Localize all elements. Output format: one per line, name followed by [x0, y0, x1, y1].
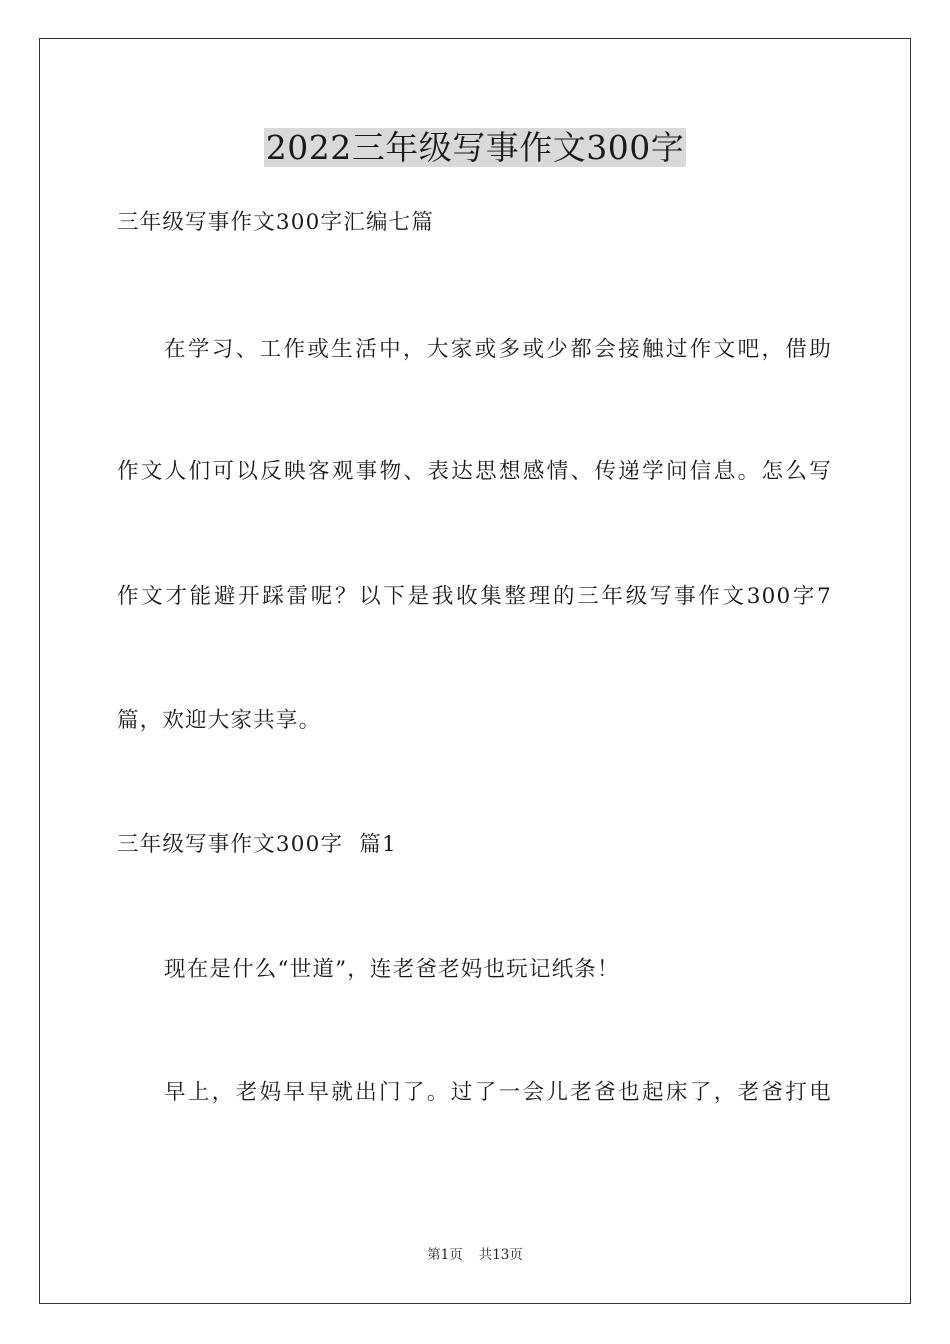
section-heading: 三年级写事作文300字 篇1 [117, 832, 397, 857]
body-line-2: 早上，老妈早早就出门了。过了一会儿老爸也起床了，老爸打电 [164, 1080, 832, 1105]
document-title [0, 126, 950, 170]
intro-line-2: 作文人们可以反映客观事物、表达思想感情、传递学问信息。怎么写 [117, 459, 832, 484]
intro-line-4: 篇，欢迎大家共享。 [117, 708, 322, 733]
page-footer [0, 1246, 950, 1264]
document-subtitle: 三年级写事作文300字汇编七篇 [117, 210, 435, 235]
intro-line-3: 作文才能避开踩雷呢？以下是我收集整理的三年级写事作文300字7 [117, 584, 832, 609]
page-number: 第1页 [427, 1247, 463, 1263]
body-line-1: 现在是什么“世道”，连老爸老妈也玩记纸条！ [164, 957, 620, 982]
document-title-text: 2022三年级写事作文300字 [265, 128, 685, 167]
page-total: 共13页 [478, 1247, 523, 1263]
intro-line-1: 在学习、工作或生活中，大家或多或少都会接触过作文吧，借助 [164, 337, 832, 362]
